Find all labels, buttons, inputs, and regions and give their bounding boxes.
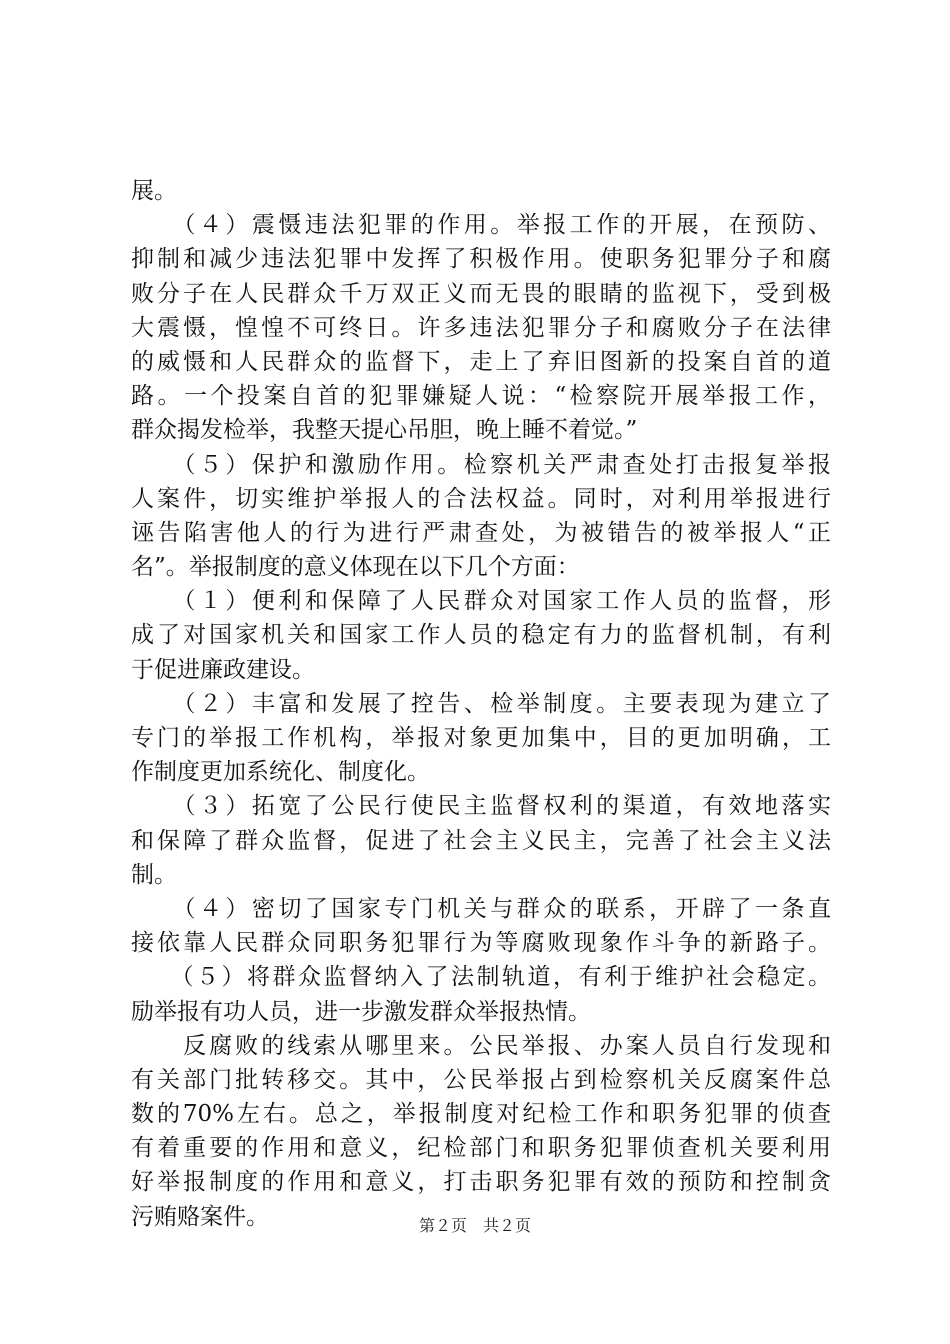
text-line: 大震慑，惶惶不可终日。许多违法犯罪分子和腐败分子在法律 bbox=[131, 314, 831, 341]
text-line: 好举报制度的作用和意义，打击职务犯罪有效的预防和控制贪 bbox=[131, 1169, 831, 1196]
text-line: 展。 bbox=[131, 178, 177, 204]
text-line: 路。一个投案自首的犯罪嫌疑人说：“检察院开展举报工作， bbox=[131, 383, 831, 410]
text-line: 有着重要的作用和意义，纪检部门和职务犯罪侦查机关要利用 bbox=[131, 1135, 831, 1162]
text-line: 名”。举报制度的意义体现在以下几个方面： bbox=[131, 554, 580, 581]
body-text bbox=[131, 174, 831, 1234]
text-line: 有关部门批转移交。其中，公民举报占到检察机关反腐案件总 bbox=[131, 1066, 831, 1093]
text-line: 败分子在人民群众千万双正义而无畏的眼睛的监视下，受到极 bbox=[131, 280, 831, 307]
text-line: 成了对国家机关和国家工作人员的稳定有力的监督机制，有利 bbox=[131, 622, 831, 649]
text-line: （１）便利和保障了人民群众对国家工作人员的监督，形 bbox=[131, 588, 831, 615]
text-line: （５）保护和激励作用。检察机关严肃查处打击报复举报 bbox=[131, 451, 831, 478]
text-line: 和保障了群众监督，促进了社会主义民主，完善了社会主义法 bbox=[131, 827, 831, 854]
text-line: 励举报有功人员，进一步激发群众举报热情。 bbox=[131, 998, 591, 1025]
text-line: 群众揭发检举，我整天提心吊胆，晚上睡不着觉。” bbox=[131, 417, 638, 444]
text-line: 于促进廉政建设。 bbox=[131, 656, 315, 683]
text-line: 污贿赂案件。 bbox=[131, 1203, 269, 1230]
text-line: 接依靠人民群众同职务犯罪行为等腐败现象作斗争的新路子。 bbox=[131, 930, 831, 957]
text-line: 人案件，切实维护举报人的合法权益。同时，对利用举报进行 bbox=[131, 485, 831, 512]
text-line: 的威慑和人民群众的监督下，走上了弃旧图新的投案自首的道 bbox=[131, 348, 831, 375]
text-line: 作制度更加系统化、制度化。 bbox=[131, 759, 430, 786]
text-line: （５）将群众监督纳入了法制轨道，有利于维护社会稳定。 bbox=[131, 964, 831, 991]
text-line: （４）密切了国家专门机关与群众的联系，开辟了一条直 bbox=[131, 895, 831, 922]
text-line: 数的70%左右。总之，举报制度对纪检工作和职务犯罪的侦查 bbox=[131, 1101, 831, 1128]
text-line: 抑制和减少违法犯罪中发挥了积极作用。使职务犯罪分子和腐 bbox=[131, 246, 831, 273]
text-line: （４）震慑违法犯罪的作用。举报工作的开展，在预防、 bbox=[131, 212, 831, 239]
text-line: 制。 bbox=[131, 861, 177, 888]
text-line: 反腐败的线索从哪里来。公民举报、办案人员自行发现和 bbox=[131, 1032, 831, 1059]
page-footer: 第２页 共２页 bbox=[418, 1216, 531, 1235]
text-line: （３）拓宽了公民行使民主监督权利的渠道，有效地落实 bbox=[131, 793, 831, 820]
text-line: 诬告陷害他人的行为进行严肃查处，为被错告的被举报人“正 bbox=[131, 519, 831, 546]
text-line: 专门的举报工作机构，举报对象更加集中，目的更加明确，工 bbox=[131, 725, 831, 751]
text-line: （２）丰富和发展了控告、检举制度。主要表现为建立了 bbox=[131, 690, 831, 717]
